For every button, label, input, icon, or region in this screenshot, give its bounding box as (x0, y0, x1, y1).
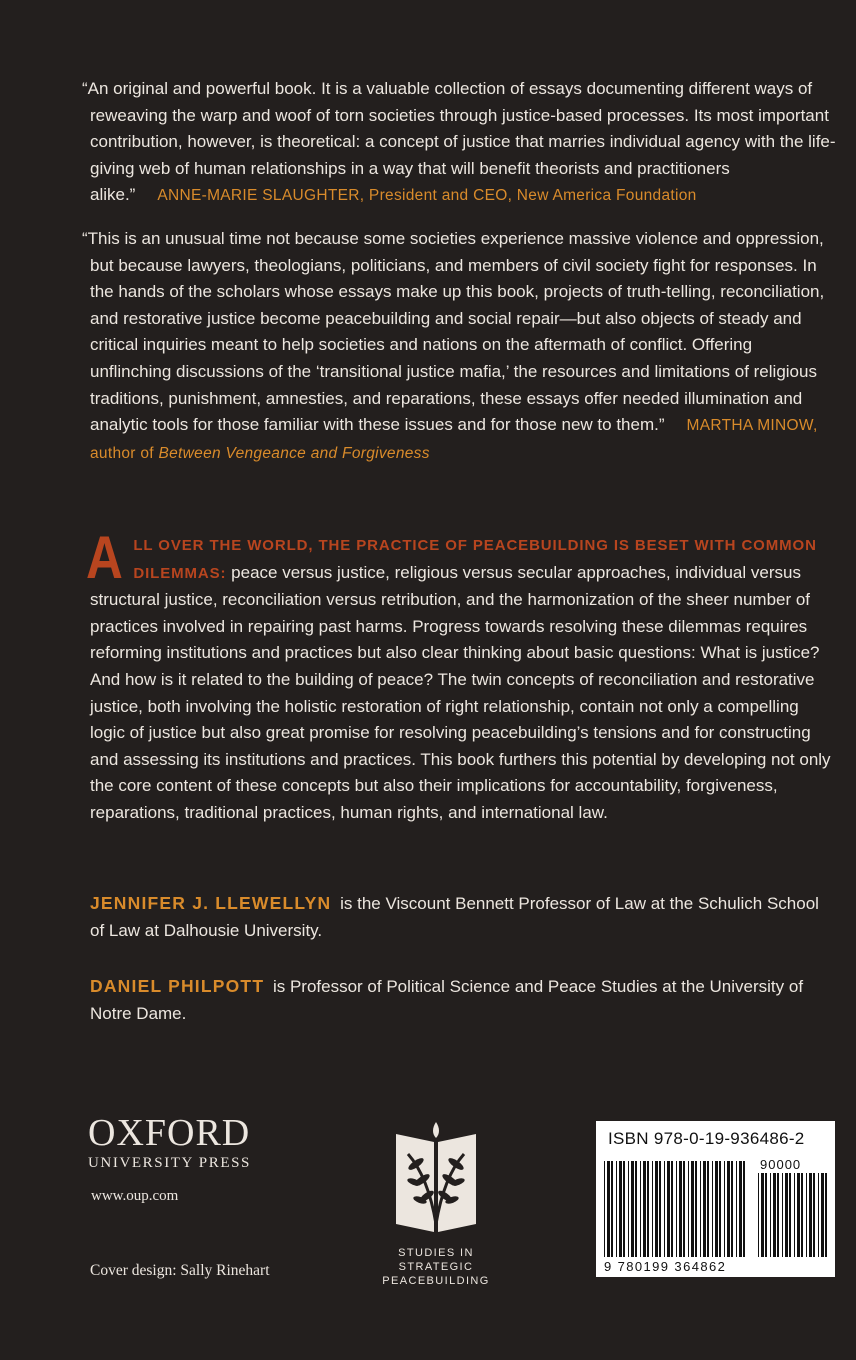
author-name: JENNIFER J. LLEWELLYN (90, 893, 332, 913)
isbn-barcode-block (596, 1121, 835, 1277)
series-label (380, 1246, 492, 1288)
series-line: STRATEGIC (398, 1261, 474, 1273)
book-with-olive-branch-icon (394, 1120, 478, 1236)
book-description (86, 524, 838, 827)
barcode-graphic (596, 1121, 835, 1277)
author-name: DANIEL PHILPOTT (90, 976, 265, 996)
description-body: peace versus justice, religious versus secular approaches, individual versus structural justice, reconciliation versus retribution, and the harmonization of the sheer number of practices involved in repairing past harms. Progress towards resolving these dilemmas requires reforming institutions and practices but also clear thinking about basic questions: What is justice? And how is it related to the building of peace? The twin concepts of reconciliation and restorative justice, both involving the holistic restoration of right relationship, contain not only a compelling logic of justice but also great promise for resolving peacebuilding’s tensions and for constructing and assessing its institutions and practices. This book furthers this potential by developing not only the core content of these concepts but also their implications for accountability, forgiveness, reparations, traditional practices, human rights, and international law. (90, 562, 831, 822)
cover-credit: Cover design: Sally Rinehart (90, 1262, 270, 1279)
series-logo (380, 1120, 492, 1288)
series-line: STUDIES IN (398, 1247, 474, 1259)
isbn-label: ISBN 978-0-19-936486-2 (608, 1129, 805, 1148)
quote-text: “An original and powerful book. It is a valuable collection of essays documenting different ways of reweaving the warp and woof of torn societies through justice-based processes. Its most important contribution, however, is theoretical: a concept of justice that marries individual agency with the life-giving web of human relationships in a way that will benefit theorists and practitioners alike.” (82, 79, 836, 205)
author-bio-llewellyn (90, 890, 820, 944)
publisher-name: OXFORD (88, 1112, 251, 1154)
price-code: 90000 (760, 1157, 802, 1172)
quote-minow (82, 226, 838, 467)
barcode-digits: 9 780199 364862 (604, 1259, 727, 1274)
drop-cap: A (86, 524, 123, 591)
description-lead: LL OVER THE WORLD, THE PRACTICE OF PEACEBUILDING IS BESET WITH COMMON DILEMMAS: (133, 537, 817, 582)
series-line: PEACEBUILDING (382, 1275, 490, 1287)
publisher-website[interactable]: www.oup.com (91, 1188, 179, 1204)
quote-slaughter (82, 76, 838, 210)
author-bio-text: is Professor of Political Science and Peace Studies at the University of Notre Dame. (90, 977, 804, 1023)
attribution-book-title: Between Vengeance and Forgiveness (158, 444, 430, 462)
quote-attribution: ANNE-MARIE SLAUGHTER, President and CEO, New America Foundation (157, 187, 697, 205)
author-bio-philpott (90, 973, 820, 1027)
author-bio-text: is the Viscount Bennett Professor of Law at the Schulich School of Law at Dalhousie University. (90, 894, 819, 940)
publisher-subtitle: UNIVERSITY PRESS (88, 1155, 251, 1171)
attribution-name: MARTHA MINOW, author of (90, 417, 818, 462)
quote-text: “This is an unusual time not because some societies experience massive violence and oppression, but because lawyers, theologians, politicians, and members of civil society fight for responses. In the hands of the scholars whose essays make up this book, projects of truth-telling, reconciliation, and restorative justice become peacebuilding and social repair—but also objects of steady and critical inquiries meant to help societies and nations on the aftermath of conflict. Offering unflinching discussions of the ‘transitional justice mafia,’ the resources and limitations of religious traditions, punishment, amnesties, and reparations, these essays offer needed illumination and analytic tools for those familiar with these issues and for those new to them.” (82, 229, 825, 435)
publisher-logo (88, 1113, 251, 1172)
